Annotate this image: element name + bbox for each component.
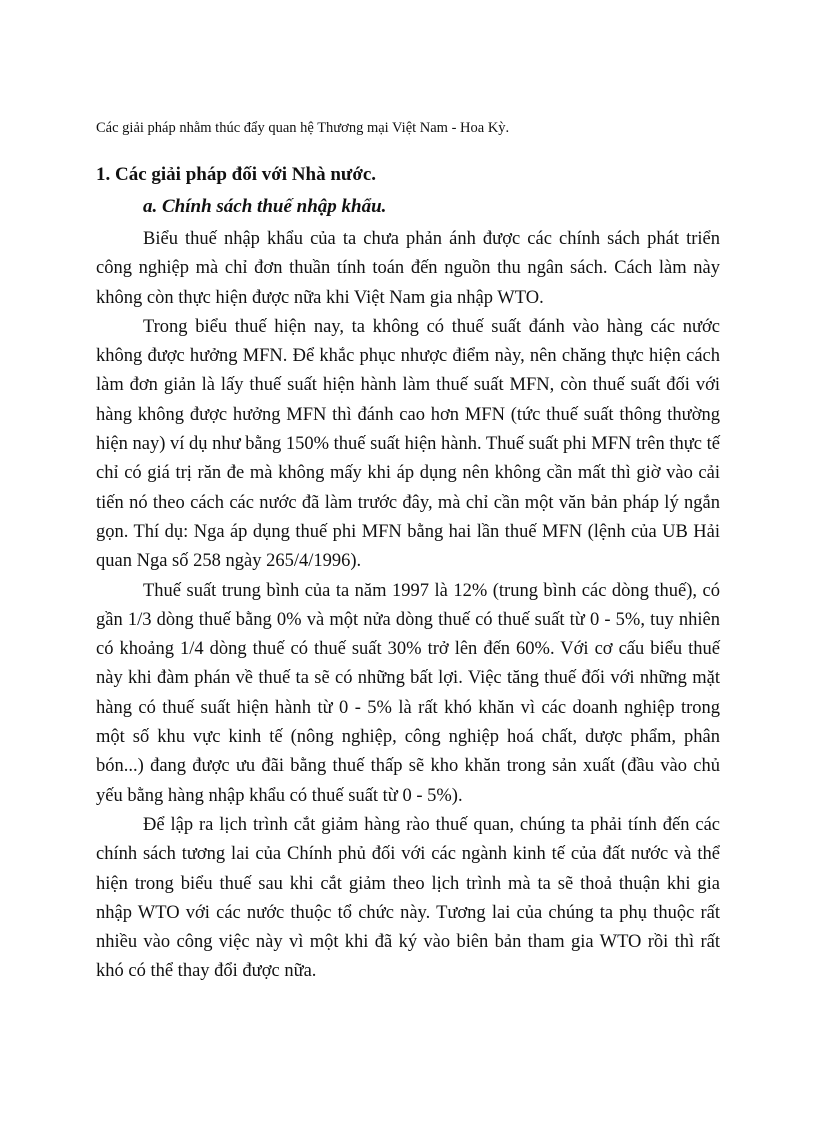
paragraph: Trong biểu thuế hiện nay, ta không có thuế suất đánh vào hàng các nước không được hưởng MFN. Để khắc phục nhược điểm này, nên chăng thực hiện cách làm đơn giản là lấy thuế suất hiện hành làm thuế suất MFN, còn thuế suất đối với hàng không được hưởng MFN thì đánh cao hơn MFN (tức thuế suất thông thường hiện nay) ví dụ như bằng 150% thuế suất hiện hành. Thuế suất phi MFN trên thực tế chỉ có giá trị răn đe mà không mấy khi áp dụng nên không cần mất thì giờ vào cải tiến nó theo cách các nước đã làm trước đây, mà chỉ cần một văn bản pháp lý ngắn gọn. Thí dụ: Nga áp dụng thuế phi MFN bằng hai lần thuế MFN (lệnh của UB Hải quan Nga số 258 ngày 265/4/1996).	[96, 316, 720, 572]
document-header: Các giải pháp nhằm thúc đẩy quan hệ Thương mại Việt Nam - Hoa Kỳ.	[96, 120, 510, 136]
paragraph: Thuế suất trung bình của ta năm 1997 là 12% (trung bình các dòng thuế), có gần 1/3 dòng thuế bằng 0% và một nửa dòng thuế có thuế suất từ 0 - 5%, tuy nhiên có khoảng 1/4 dòng thuế có thuế suất 30% trở lên đến 60%. Với cơ cấu biểu thuế này khi đàm phán về thuế ta sẽ có những bất lợi. Việc tăng thuế đối với những mặt hàng có thuế suất hiện hành từ 0 - 5% là rất khó khăn vì các doanh nghiệp trong một số khu vực kinh tế (nông nghiệp, công nghiệp hoá chất, dược phẩm, phân bón...) đang được ưu đãi bằng thuế thấp sẽ kho khăn trong sản xuất (đầu vào chủ yếu bằng hàng nhập khẩu có thuế suất từ 0 - 5%).	[96, 580, 720, 806]
paragraph: Để lập ra lịch trình cắt giảm hàng rào thuế quan, chúng ta phải tính đến các chính sách tương lai của Chính phủ đối với các ngành kinh tế của đất nước và thể hiện trong biểu thuế sau khi cắt giảm theo lịch trình mà ta sẽ thoả thuận khi gia nhập WTO với các nước thuộc tổ chức này. Tương lai của chúng ta phụ thuộc rất nhiều vào công việc này vì một khi đã ký vào biên bản tham gia WTO rồi thì rất khó có thể thay đổi được nữa.	[96, 814, 720, 982]
document-body	[96, 225, 720, 987]
paragraph: Biểu thuế nhập khẩu của ta chưa phản ánh được các chính sách phát triển công nghiệp mà chỉ đơn thuần tính toán đến nguồn thu ngân sách. Cách làm này không còn thực hiện được nữa khi Việt Nam gia nhập WTO.	[96, 229, 720, 308]
section-title: 1. Các giải pháp đối với Nhà nước.	[96, 164, 377, 185]
subsection-title: a. Chính sách thuế nhập khẩu.	[143, 196, 387, 217]
